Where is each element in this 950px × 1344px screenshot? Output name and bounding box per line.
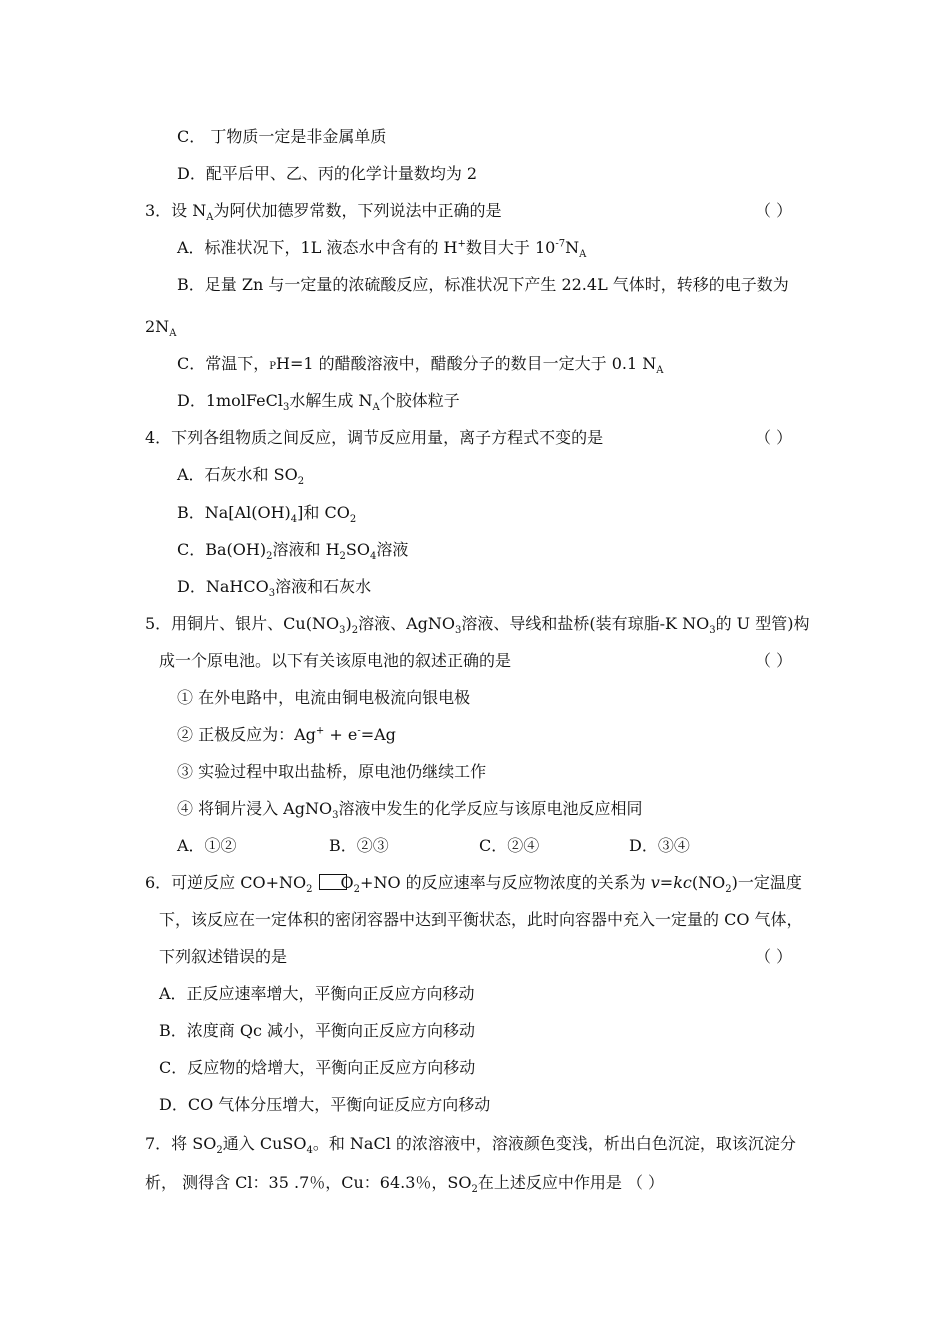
q6-option-a: A．正反应速率增大，平衡向正反应方向移动 — [159, 984, 475, 1003]
q4-option-d: D．NaHCO$_3$溶液和石灰水 — [177, 577, 372, 600]
q3-answer-paren: （ ） — [755, 201, 793, 220]
q4-option-b: B．$Na[Al(OH)_4]$和 $CO_2$ — [177, 503, 357, 526]
q4-option-c: C．$Ba(OH)_2$溶液和 $H_2SO_4$溶液 — [177, 540, 409, 563]
q5-option-b: B．②③ — [329, 836, 389, 855]
q4-option-a: A．石灰水和 $SO_2$ — [177, 465, 305, 488]
q4-answer-paren: （ ） — [755, 428, 793, 447]
q6-option-d: D．CO 气体分压增大，平衡向证反应方向移动 — [159, 1095, 491, 1114]
q7-stem-line1: 7．将 $SO_2$通入 CuSO$_4$。和 NaCl 的浓溶液中，溶液颜色变浅，析出白色沉淀，取该沉淀分 — [145, 1134, 796, 1157]
q6-stem-line1: 6．可逆反应 $CO+NO_2$ $O_2+NO$ 的反应速率与反应物浓度的关系为 $v=kc(NO_2)$一定温度 — [145, 873, 802, 896]
q5-stem-line1: 5．用铜片、银片、$Cu(NO_3)_2$溶液、AgNO$_3$溶液、导线和盐桥(装有琼脂-K $NO_3$的 U 型管)构 — [145, 614, 810, 637]
q3-option-b-line1: B．足量 Zn 与一定量的浓硫酸反应，标准状况下产生 22.4L 气体时，转移的电子数为 — [177, 275, 789, 294]
q6-answer-paren: （ ） — [755, 947, 793, 966]
q5-statement-4: ④ 将铜片浸入 AgNO$_3$溶液中发生的化学反应与该原电池反应相同 — [177, 799, 643, 822]
q3-option-a: A．标准状况下，1L 液态水中含有的 H+数目大于 $10^{-7}N_A$ — [177, 238, 587, 261]
q5-statement-2: ② 正极反应为：Ag+ + e-=Ag — [177, 725, 396, 744]
q4-stem: 4．下列各组物质之间反应，调节反应用量，离子方程式不变的是 — [145, 428, 604, 447]
q7-stem-line2: 析， 测得含 Cl：35 .7％，Cu：64.3％，$SO_2$在上述反应中作用是 （ ） — [145, 1173, 665, 1196]
q5-stem-line2: 成一个原电池。以下有关该原电池的叙述正确的是 — [159, 651, 512, 670]
q3-option-b-line2: $2N_A$ — [145, 317, 177, 340]
q5-statement-3: ③ 实验过程中取出盐桥，原电池仍继续工作 — [177, 762, 487, 781]
q3-option-c: C．常温下，PH=1 的醋酸溶液中，醋酸分子的数目一定大于 0.1 $N_A$ — [177, 354, 664, 377]
q6-option-b: B．浓度商 Qc 减小，平衡向正反应方向移动 — [159, 1021, 476, 1040]
q5-option-d: D．③④ — [629, 836, 690, 855]
q5-option-a: A．①② — [177, 836, 237, 855]
q6-option-c: C．反应物的焓增大，平衡向正反应方向移动 — [159, 1058, 476, 1077]
q5-option-c: C．②④ — [479, 836, 540, 855]
q3-option-d: D．1molFeCl$_3$水解生成 $N_A$个胶体粒子 — [177, 391, 460, 414]
q5-answer-paren: （ ） — [755, 651, 793, 670]
q6-stem-line2: 下，该反应在一定体积的密闭容器中达到平衡状态，此时向容器中充入一定量的 CO 气体， — [159, 910, 803, 929]
q5-options — [177, 836, 690, 856]
q2-option-c: C． 丁物质一定是非金属单质 — [177, 127, 387, 146]
q6-stem-line3: 下列叙述错误的是 — [159, 947, 288, 966]
q5-statement-1: ① 在外电路中，电流由铜电极流向银电极 — [177, 688, 471, 707]
q3-stem: 3．设 $N_A$为阿伏加德罗常数，下列说法中正确的是 — [145, 201, 502, 224]
q2-option-d: D．配平后甲、乙、丙的化学计量数均为 2 — [177, 164, 478, 183]
